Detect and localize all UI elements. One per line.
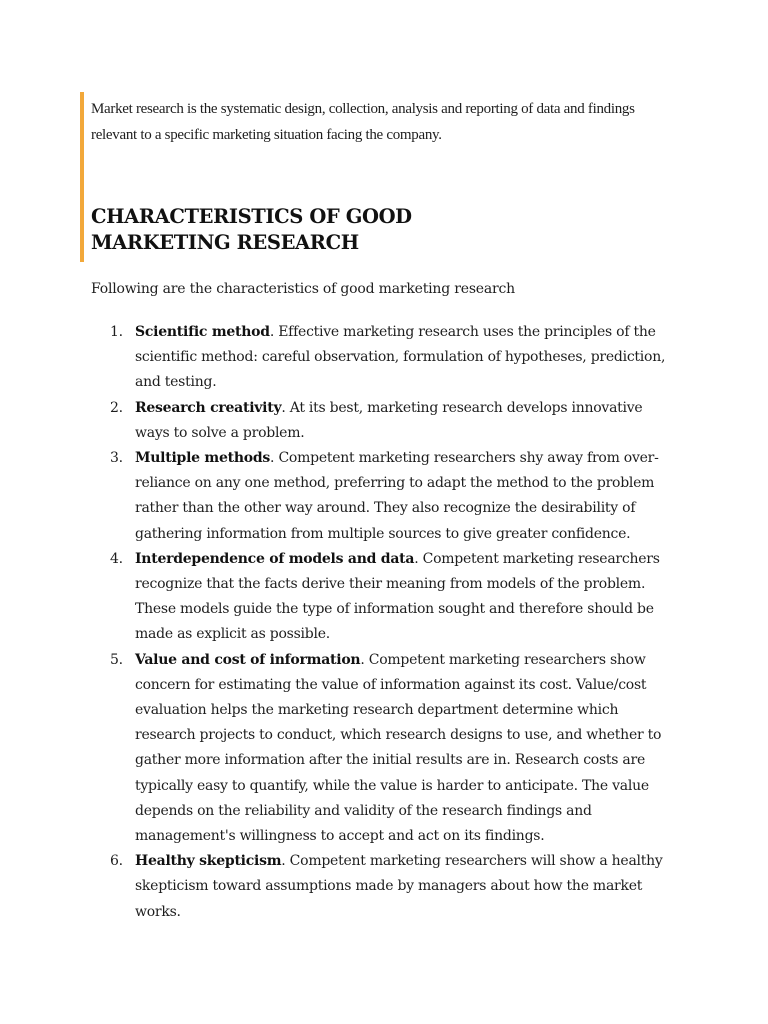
list-item-number: 3. bbox=[110, 450, 123, 467]
list-item bbox=[110, 396, 670, 446]
list-item bbox=[110, 446, 670, 547]
list-item bbox=[110, 849, 670, 925]
list-item-description: . Competent marketing researchers shy away from over-reliance on any one method, preferring to adapt the method to the problem rather than the other way around. They also recognize the desirability of gathering information from multiple sources to give greater confidence. bbox=[135, 450, 659, 542]
list-item-number: 5. bbox=[110, 651, 123, 668]
list-item-description: . At its best, marketing research develops innovative ways to solve a problem. bbox=[135, 399, 643, 441]
list-item bbox=[110, 320, 670, 396]
list-item-description: . Competent marketing researchers recognize that the facts derive their meaning from models of the problem. These models guide the type of information sought and therefore should be made as explicit as possible. bbox=[135, 550, 660, 643]
list-item-number: 2. bbox=[110, 399, 123, 416]
list-item-number: 4. bbox=[110, 550, 123, 567]
section-heading bbox=[91, 204, 412, 256]
list-item-term: Multiple methods bbox=[135, 450, 271, 467]
list-item-description: . Competent marketing researchers show concern for estimating the value of information against its cost. Value/cost evaluation helps the marketing research department determine which research projects to conduct, which research designs to use, and whether to gather more information after the initial results are in. Research costs are typically easy to quantify, while the value is harder to anticipate. The value depends on the reliability and validity of the research findings and management's willingness to accept and act on its findings. bbox=[135, 651, 662, 845]
characteristics-list bbox=[110, 320, 670, 925]
list-item-term: Value and cost of information bbox=[135, 651, 361, 668]
section-heading-line-2: MARKETING RESEARCH bbox=[91, 231, 359, 254]
list-item-term: Research creativity bbox=[135, 399, 282, 416]
list-item-term: Interdependence of models and data bbox=[135, 550, 415, 567]
intro-paragraph: Following are the characteristics of good marketing research bbox=[91, 281, 515, 297]
section-heading-line-1: CHARACTERISTICS OF GOOD bbox=[91, 205, 412, 228]
list-item-description: . Effective marketing research uses the principles of the scientific method: careful observation, formulation of hypotheses, prediction, and testing. bbox=[135, 324, 666, 391]
definition-text: Market research is the systematic design, collection, analysis and reporting of data and findings relevant to a specific marketing situation facing the company. bbox=[91, 101, 635, 143]
list-item-term: Scientific method bbox=[135, 324, 270, 340]
list-item bbox=[110, 648, 670, 850]
list-item bbox=[110, 547, 670, 648]
list-item-number: 6. bbox=[110, 853, 123, 870]
list-item-term: Healthy skepticism bbox=[135, 853, 282, 870]
list-item-description: . Competent marketing researchers will show a healthy skepticism toward assumptions made by managers about how the market works. bbox=[135, 853, 663, 920]
list-item-number: 1. bbox=[110, 324, 123, 340]
